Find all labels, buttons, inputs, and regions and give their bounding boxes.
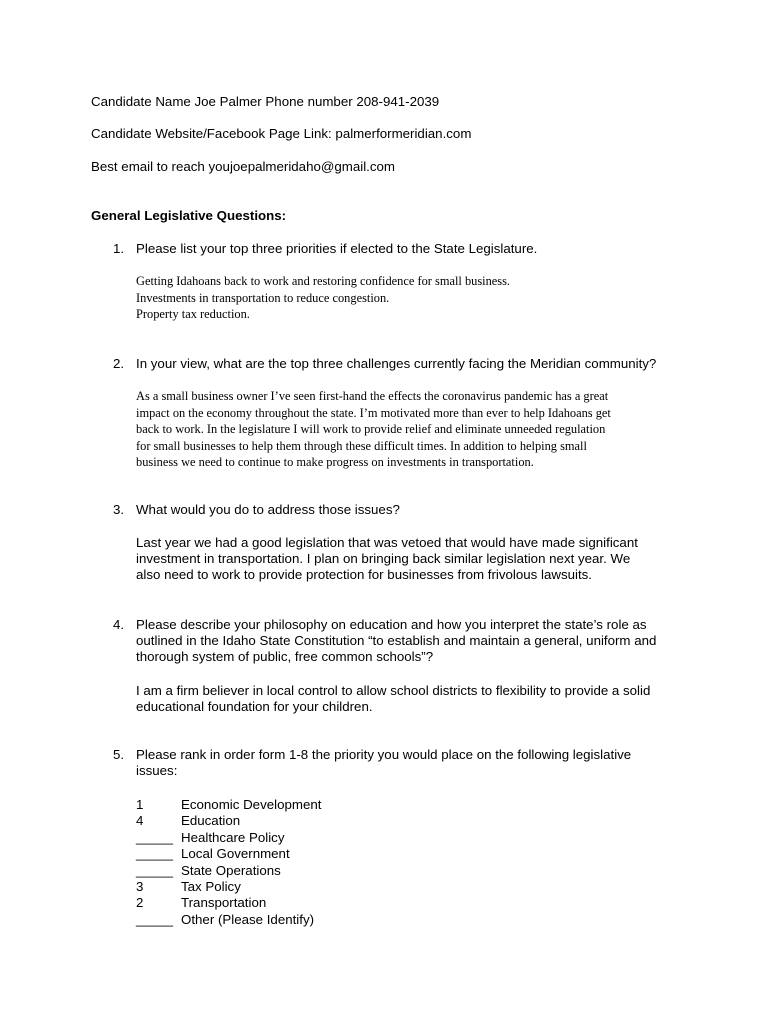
ranking-label: State Operations xyxy=(181,862,281,878)
answer-line: also need to work to provide protection for businesses from frivolous lawsuits. xyxy=(136,567,593,582)
question-text-line: outlined in the Idaho State Constitution “to establish and maintain a general, uniform and xyxy=(136,633,657,648)
ranking-value: _____ xyxy=(136,862,173,878)
answer-line: Last year we had a good legislation that was vetoed that would have made significant xyxy=(136,535,638,550)
candidate-website-line: Candidate Website/Facebook Page Link: palmerformeridian.com xyxy=(91,126,472,141)
question-text: Please list your top three priorities if elected to the State Legislature. xyxy=(136,241,538,256)
ranking-value: 4 xyxy=(136,813,144,829)
ranking-row-healthcare-policy xyxy=(136,830,436,846)
answer-line: impact on the economy throughout the state. I’m motivated more than ever to help Idahoans get xyxy=(136,405,611,420)
answer-line: business we need to continue to make progress on investments in transportation. xyxy=(136,455,534,470)
question-text-line: Please rank in order form 1-8 the priority you would place on the following legislative xyxy=(136,747,632,762)
question-text xyxy=(136,617,706,665)
answer-line: As a small business owner I’ve seen first-hand the effects the coronavirus pandemic has a great xyxy=(136,389,609,403)
ranking-label: Local Government xyxy=(181,846,290,862)
ranking-label: Education xyxy=(181,813,241,829)
candidate-name-line: Candidate Name Joe Palmer Phone number 208-941-2039 xyxy=(91,94,440,109)
answer-line: educational foundation for your children. xyxy=(136,699,373,714)
answer-4 xyxy=(136,683,696,715)
ranking-row-tax-policy xyxy=(136,879,436,895)
ranking-row-economic-development xyxy=(136,797,436,813)
ranking-row-other xyxy=(136,912,436,928)
answer-line: Investments in transportation to reduce congestion. xyxy=(136,290,390,305)
ranking-label: Transportation xyxy=(181,895,267,911)
ranking-value: _____ xyxy=(136,829,173,845)
question-text-line: thorough system of public, free common schools”? xyxy=(136,649,434,664)
question-number: 2. xyxy=(113,356,125,371)
question-number: 4. xyxy=(113,617,125,632)
ranking-label: Economic Development xyxy=(181,797,322,812)
answer-line: back to work. In the legislature I will work to provide relief and eliminate unneeded regulation xyxy=(136,422,606,437)
ranking-value: 2 xyxy=(136,895,144,911)
priority-ranking-list xyxy=(136,797,436,928)
question-text-line: Please describe your philosophy on education and how you interpret the state’s role as xyxy=(136,617,647,632)
answer-2 xyxy=(136,388,696,471)
question-number: 1. xyxy=(113,241,125,256)
answer-line: I am a firm believer in local control to allow school districts to flexibility to provide a solid xyxy=(136,683,651,698)
section-heading: General Legislative Questions: xyxy=(91,208,287,223)
ranking-label: Tax Policy xyxy=(181,878,241,894)
question-text xyxy=(136,747,706,779)
ranking-label: Healthcare Policy xyxy=(181,829,285,845)
question-text: In your view, what are the top three challenges currently facing the Meridian community? xyxy=(136,356,657,371)
ranking-value: 3 xyxy=(136,878,144,894)
answer-line: Getting Idahoans back to work and restoring confidence for small business. xyxy=(136,274,511,288)
ranking-row-state-operations xyxy=(136,863,436,879)
ranking-row-local-government xyxy=(136,846,436,862)
answer-line: Property tax reduction. xyxy=(136,307,250,322)
answer-1 xyxy=(136,273,696,323)
answer-3 xyxy=(136,535,696,583)
ranking-value: 1 xyxy=(136,797,144,812)
question-number: 3. xyxy=(113,502,125,517)
answer-line: investment in transportation. I plan on bringing back similar legislation next year. We xyxy=(136,551,631,566)
ranking-value: _____ xyxy=(136,846,173,862)
ranking-label: Other (Please Identify) xyxy=(181,911,315,927)
question-number: 5. xyxy=(113,747,125,762)
answer-line: for small businesses to help them through these difficult times. In addition to helping small xyxy=(136,438,587,453)
candidate-email-line: Best email to reach youjoepalmeridaho@gmail.com xyxy=(91,159,395,174)
question-text: What would you do to address those issues? xyxy=(136,502,400,517)
ranking-row-transportation xyxy=(136,895,436,911)
ranking-row-education xyxy=(136,813,436,829)
question-text-line: issues: xyxy=(136,763,178,778)
ranking-value: _____ xyxy=(136,911,173,927)
